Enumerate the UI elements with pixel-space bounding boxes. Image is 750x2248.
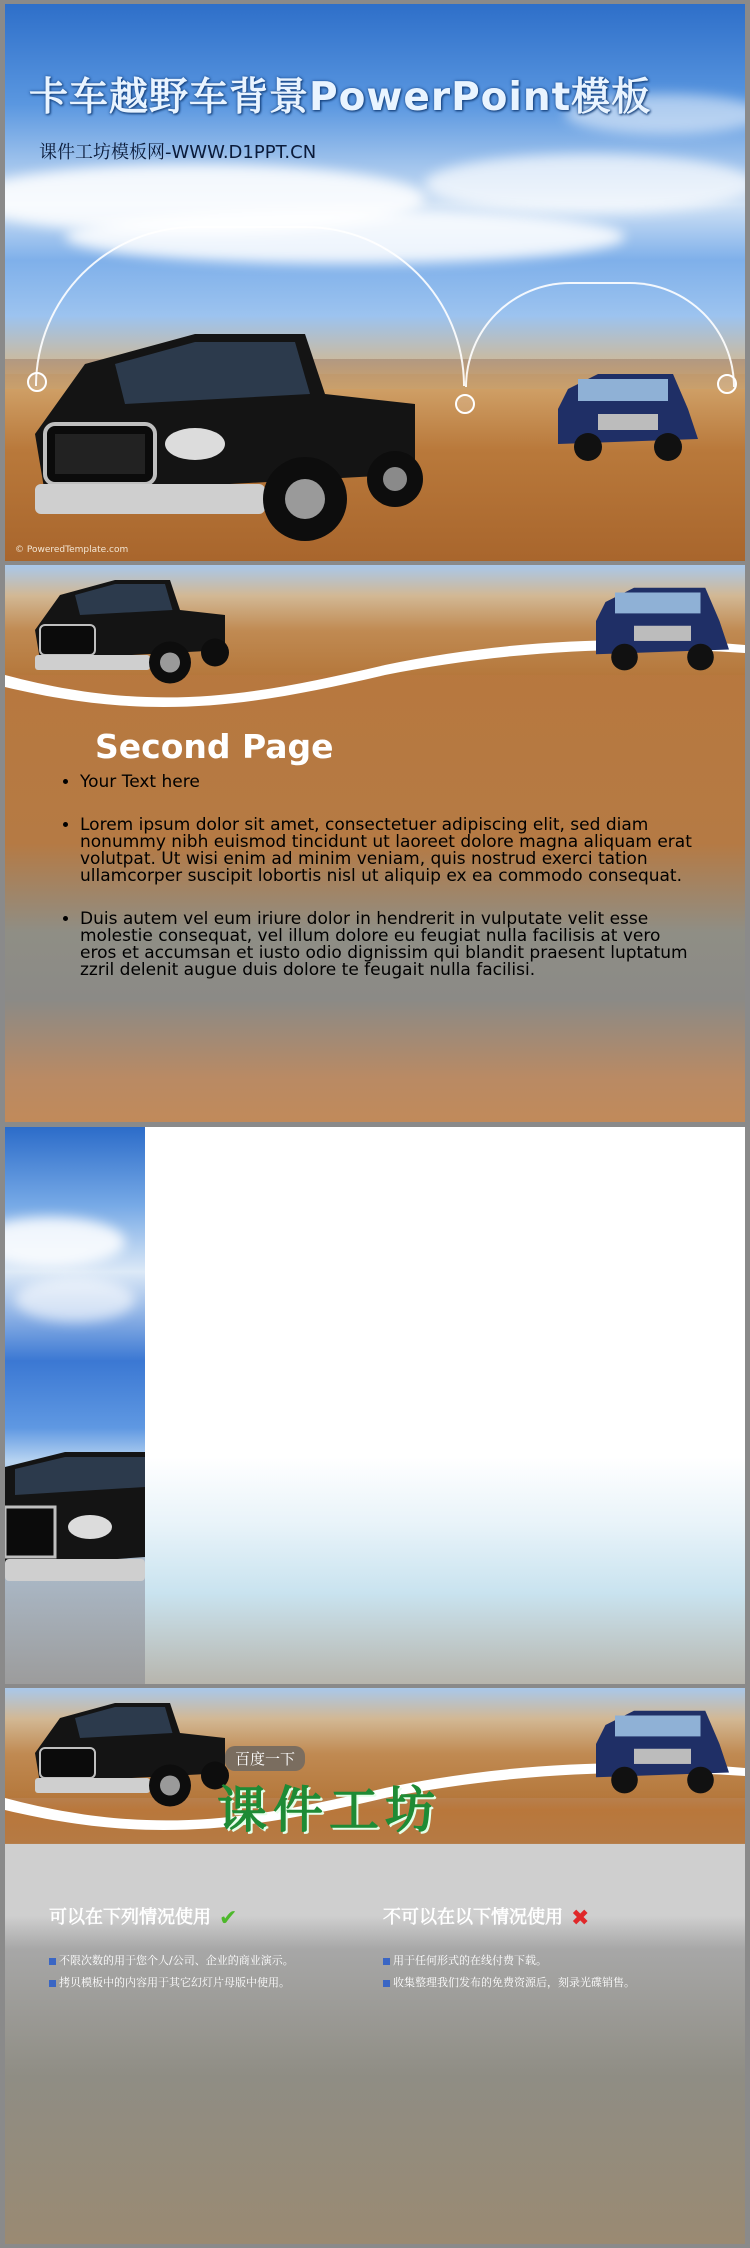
- ring-marker: [717, 374, 737, 394]
- blue-suv-image: [590, 1706, 735, 1801]
- allowed-title: 可以在下列情况使用: [49, 1907, 211, 1928]
- list-item: • Your Text here: [80, 774, 700, 791]
- bullet-list: [80, 774, 700, 1005]
- bullet-square-icon: [49, 1958, 56, 1965]
- background-fade: [145, 1457, 745, 1684]
- slide-3-blank: [5, 1127, 745, 1684]
- cross-icon: ✖: [571, 1905, 590, 1931]
- image-credit: © PoweredTemplate.com: [15, 545, 129, 555]
- slide-4-terms: [5, 1688, 745, 2244]
- black-pickup-truck-image: [25, 324, 425, 544]
- sky-photo-strip: [5, 1127, 145, 1684]
- black-pickup-truck-image: [20, 575, 240, 685]
- slide-2-content: [5, 565, 745, 1122]
- forbidden-title: 不可以在以下情况使用: [383, 1907, 563, 1928]
- bullet-square-icon: [383, 1958, 390, 1965]
- slide-1-title: [5, 4, 745, 561]
- list-item: • Duis autem vel eum iriure dolor in hendrerit in vulputate velit esse molestie consequat, vel illum dolore eu feugiat nulla facilisis at vero eros et accumsan et iusto odio dignissim qui blandit praesent luptatum zzril delenit augue duis dolore te feugait nulla facilisi.: [80, 911, 700, 979]
- cloud: [425, 154, 745, 214]
- blue-suv-image: [590, 583, 735, 678]
- slide-subtitle: 课件工坊模板网-WWW.D1PPT.CN: [39, 142, 317, 163]
- black-pickup-truck-image: [20, 1698, 240, 1808]
- check-icon: ✔: [219, 1905, 238, 1931]
- ring-marker: [455, 394, 475, 414]
- bullet-square-icon: [383, 1980, 390, 1987]
- forbidden-rule: 收集整理我们发布的免费资源后，刻录光碟销售。: [383, 1974, 635, 1990]
- black-pickup-truck-image: [5, 1447, 145, 1587]
- forbidden-rule: 用于任何形式的在线付费下载。: [383, 1952, 547, 1968]
- forbidden-heading: [383, 1903, 589, 1931]
- blue-suv-image: [553, 369, 703, 469]
- list-item: • Lorem ipsum dolor sit amet, consectetuer adipiscing elit, sed diam nonummy nibh euismod tincidunt ut laoreet dolore magna aliquam erat volutpat. Ut wisi enim ad minim veniam, quis nostrud exerci tation ullamcorper suscipit lobortis nisl ut aliquip ex ea commodo consequat.: [80, 817, 700, 885]
- cloud: [15, 1277, 135, 1322]
- allowed-heading: [49, 1903, 237, 1931]
- slide-title: Second Page: [95, 727, 334, 766]
- allowed-rule: 拷贝模板中的内容用于其它幻灯片母版中使用。: [49, 1974, 290, 1990]
- bullet-square-icon: [49, 1980, 56, 1987]
- allowed-rule: 不限次数的用于您个人/公司、企业的商业演示。: [49, 1952, 294, 1968]
- logo-tagline: 百度一下: [225, 1746, 305, 1771]
- slide-title: 卡车越野车背景PowerPoint模板: [29, 75, 652, 120]
- logo-wordmark: 课件工坊: [217, 1781, 441, 1839]
